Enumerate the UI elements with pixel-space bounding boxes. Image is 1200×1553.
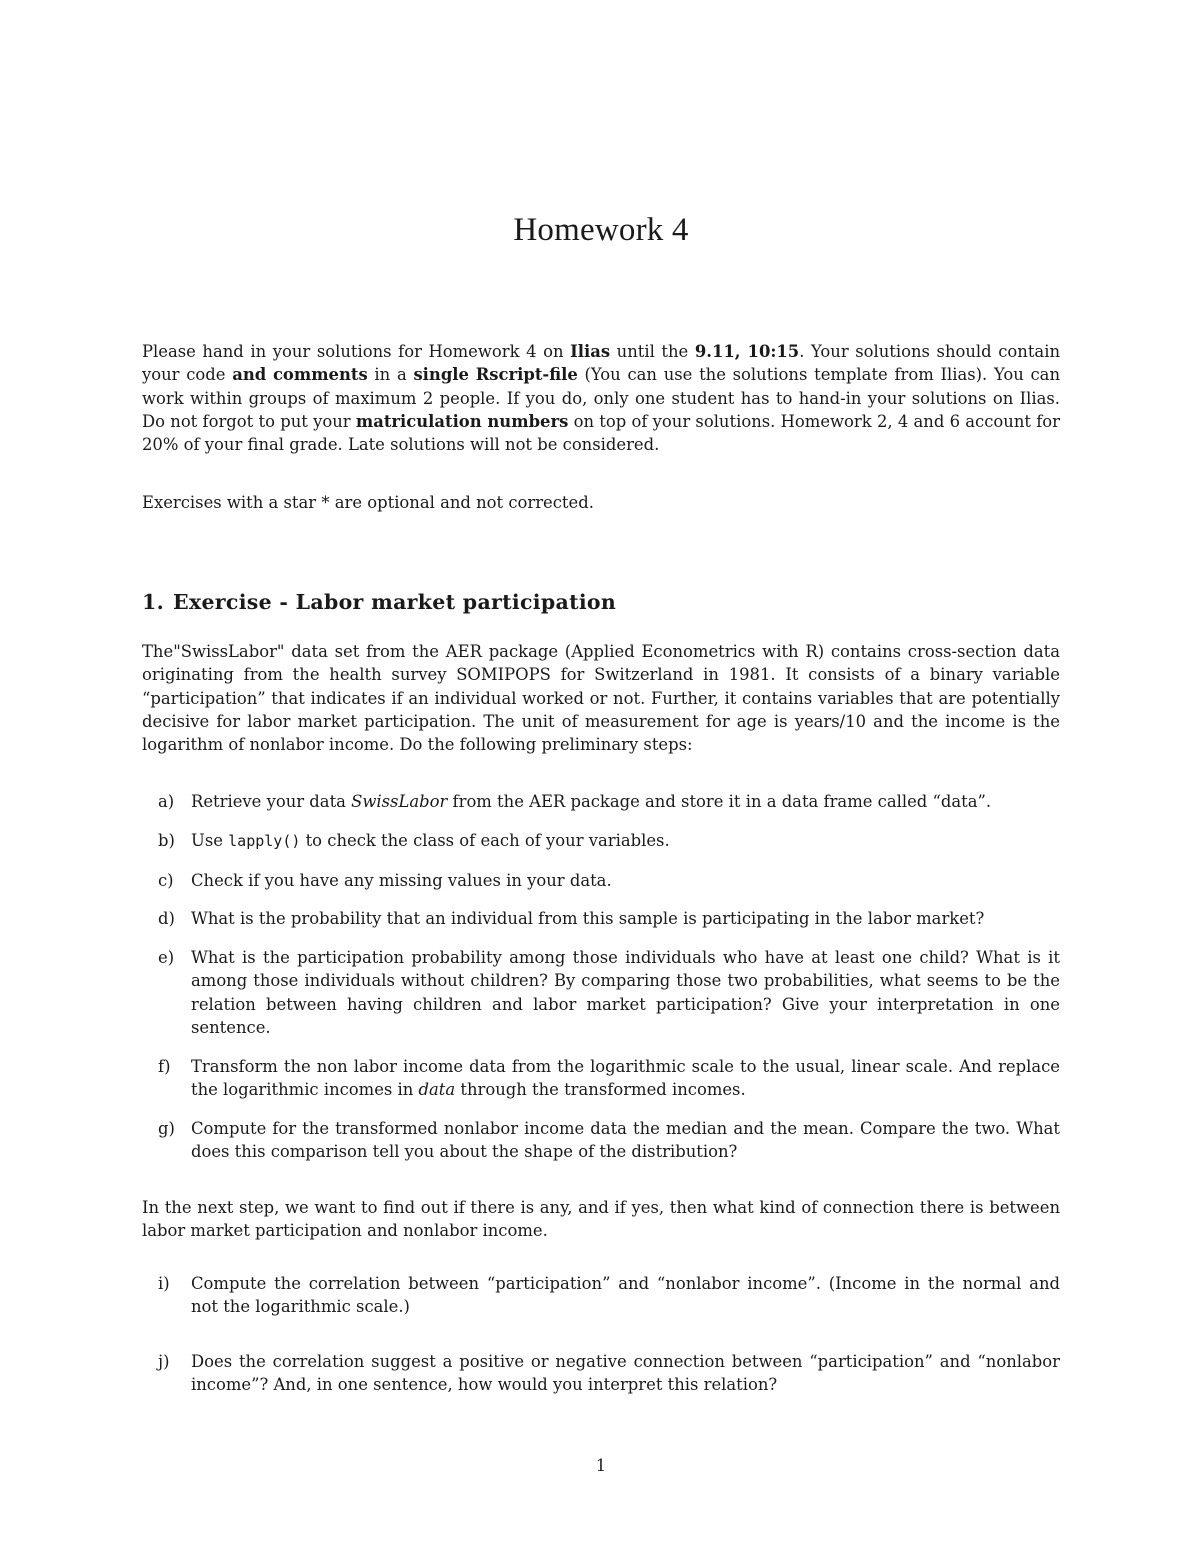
task-a: a) Retrieve your data SwissLabor from the AER package and store it in a data frame called “data”. [142, 790, 1060, 813]
task-label: c) [158, 870, 174, 890]
optional-note: Exercises with a star * are optional and not corrected. [142, 493, 594, 513]
task-label: j) [158, 1351, 170, 1371]
page-title: Homework 4 [513, 212, 689, 248]
task-i: i) Compute the correlation between “participation” and “nonlabor income”. (Income in the normal and not the logarithmic scale.) [158, 1274, 1060, 1317]
document-page [142, 0, 1060, 1553]
rscript-file: Rscript-file [475, 365, 578, 385]
task-j: j) Does the correlation suggest a positive or negative connection between “participation” and “nonlabor income”? And, in one sentence, how would you interpret this relation? [158, 1351, 1060, 1394]
task-f: f) Transform the non labor income data from the logarithmic scale to the usual, linear scale. And replace the logarithmic incomes in data through the transformed incomes. [158, 1056, 1060, 1100]
task-label: a) [158, 792, 175, 811]
exercise-description: The"SwissLabor" data set from the AER package (Applied Econometrics with R) contains cross-section data originating from the health survey SOMIPOPS for Switzerland in 1981. It consists of a binary variable “participation” that indicates if an individual worked or not. Further, it contains variables that are potentially decisive for labor market participation. The unit of measurement for age is years/10 and the income is the logarithm of nonlabor income. Do the following preliminary steps: [142, 642, 1060, 755]
task-e: e) What is the participation probability among those individuals who have at least one child? What is it among those individuals without children? By comparing those two probabilities, what seems to be the relation between having children and labor market participation? Give your interpretation in one sentence. [158, 948, 1060, 1038]
submission-instructions: Please hand in your solutions for Homework 4 on Ilias until the 9.11, 10:15. Your solutions should contain your code and comments in a single Rscript-file (You can use the solutions template from Ilias). You can work within groups of maximum 2 people. If you do, only one student has to hand-in your solutions on Ilias. Do not forgot to put your matriculation numbers on top of your solutions. Homework 2, 4 and 6 account for 20% of your final grade. Late solutions will not be considered. [142, 342, 1061, 455]
task-label: g) [158, 1118, 175, 1138]
task-label: f) [158, 1056, 171, 1076]
exercise-number: 1. [142, 590, 165, 614]
task-label: i) [158, 1274, 170, 1293]
task-b: b) Use lapply() to check the class of each of your variables. [142, 829, 1060, 853]
task-d: d) What is the probability that an individual from this sample is participating in the labor market? [142, 907, 1060, 930]
task-g: g) Compute for the transformed nonlabor income data the median and the mean. Compare the two. What does this comparison tell you about the shape of the distribution? [158, 1118, 1060, 1162]
intro-section [142, 340, 1060, 515]
matriculation-numbers: matriculation numbers [355, 411, 569, 431]
exercise-title: Exercise - Labor market participation [173, 590, 617, 614]
task-label: b) [158, 830, 175, 850]
task-label: e) [158, 948, 175, 968]
task-list [142, 790, 1060, 1179]
code-snippet: lapply() [228, 831, 301, 850]
exercise-heading [142, 590, 1060, 614]
ilias-name: Ilias [570, 342, 611, 361]
task-list-2 [142, 1272, 1060, 1427]
task-label: d) [158, 909, 175, 929]
next-step-paragraph: In the next step, we want to find out if there is any, and if yes, then what kind of connection there is between labor market participation and nonlabor income. [142, 1198, 1060, 1241]
deadline: 9.11, 10:15 [694, 342, 800, 361]
task-c: c) Check if you have any missing values in your data. [142, 869, 1060, 892]
page-number: 1 [595, 1456, 607, 1475]
